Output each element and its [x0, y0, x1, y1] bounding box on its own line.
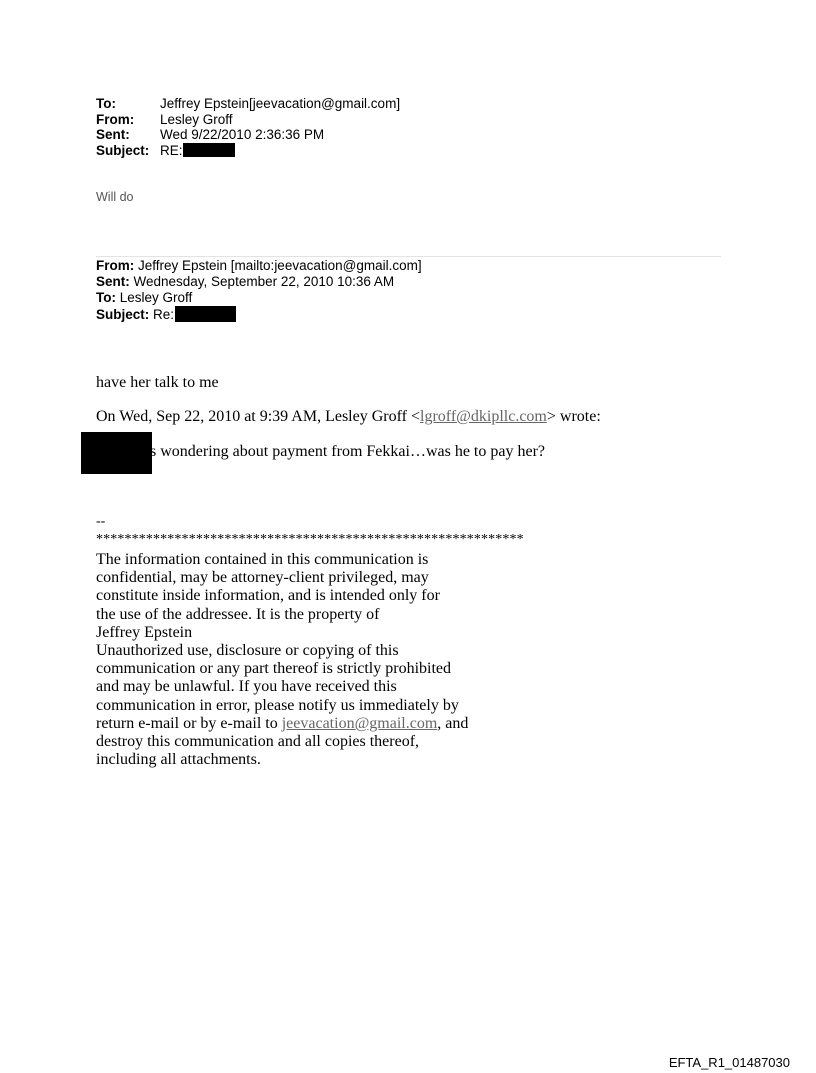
header-to-value: Jeffrey Epstein[jeevacation@gmail.com] — [160, 96, 401, 111]
quoted-message-line: s wondering about payment from Fekkai…was he to pay her? — [150, 443, 546, 460]
quoted-sent-row — [96, 274, 422, 290]
header-subject-value: RE: — [160, 142, 183, 158]
header-from-label: From: — [96, 111, 135, 127]
disclaimer-line: communication in error, please notify us immediately by — [96, 696, 459, 714]
email-header — [96, 96, 400, 158]
disclaimer-line: including all attachments. — [96, 751, 261, 769]
quoted-to-value: Lesley Groff — [116, 290, 193, 305]
quoted-from-value: Jeffrey Epstein [mailto:jeevacation@gmail.com] — [134, 258, 422, 273]
disclaimer-line: The information contained in this communication is — [96, 551, 429, 568]
header-sent-row — [96, 127, 400, 143]
header-subject-label: Subject: — [96, 142, 150, 158]
header-subject-row — [96, 143, 400, 159]
disclaimer-line: the use of the addressee. It is the property of — [96, 605, 380, 623]
jeevacation-email-link[interactable]: jeevacation@gmail.com — [281, 714, 438, 732]
quoted-subject-redaction — [175, 306, 236, 322]
quoted-to-row — [96, 290, 422, 306]
header-sent-value: Wed 9/22/2010 2:36:36 PM — [160, 127, 325, 142]
reply-text: Will do — [96, 190, 134, 204]
on-wrote-line — [96, 408, 601, 426]
header-from-value: Lesley Groff — [160, 111, 233, 127]
header-to-label: To: — [96, 96, 116, 111]
quoted-subject-row — [96, 306, 422, 323]
quoted-subject-label: Subject: — [96, 307, 150, 322]
quoted-from-label: From: — [96, 258, 135, 273]
quoted-sent-label: Sent: — [96, 274, 130, 289]
disclaimer-line: communication or any part thereof is strictly prohibited — [96, 660, 452, 678]
document-id: EFTA_R1_01487030 — [668, 1055, 790, 1070]
signature-stars: ************************************************************ — [96, 532, 524, 547]
on-wrote-suffix: > wrote: — [546, 408, 601, 425]
separator-line — [96, 256, 721, 257]
header-to-row — [96, 96, 400, 112]
header-from-row — [96, 112, 400, 128]
return-suffix: , and — [437, 714, 469, 732]
disclaimer-line: constitute inside information, and is intended only for — [96, 587, 440, 605]
quoted-header — [96, 258, 422, 323]
quoted-to-label: To: — [96, 290, 116, 305]
confidentiality-disclaimer — [96, 551, 468, 769]
disclaimer-line: destroy this communication and all copies thereof, — [96, 733, 420, 751]
disclaimer-line: Jeffrey Epstein — [96, 623, 193, 641]
on-wrote-prefix: On Wed, Sep 22, 2010 at 9:39 AM, Lesley Groff < — [96, 408, 420, 425]
quoted-sent-value: Wednesday, September 22, 2010 10:36 AM — [129, 274, 395, 289]
quoted-subject-value: Re: — [149, 307, 175, 322]
disclaimer-return-line — [96, 715, 468, 733]
disclaimer-line: Unauthorized use, disclosure or copying of this — [96, 642, 399, 660]
quoted-from-row — [96, 258, 422, 274]
header-sent-label: Sent: — [96, 127, 130, 142]
subject-redaction — [183, 143, 235, 157]
sender-name-redaction — [81, 432, 152, 474]
disclaimer-line: and may be unlawful. If you have received this — [96, 678, 397, 696]
lgroff-email-link[interactable]: lgroff@dkipllc.com — [420, 408, 547, 425]
return-prefix: return e-mail or by e-mail to — [96, 714, 282, 732]
disclaimer-line: confidential, may be attorney-client privileged, may — [96, 569, 429, 587]
signature-dashes: -- — [96, 514, 106, 529]
body-line-talk: have her talk to me — [96, 374, 219, 391]
